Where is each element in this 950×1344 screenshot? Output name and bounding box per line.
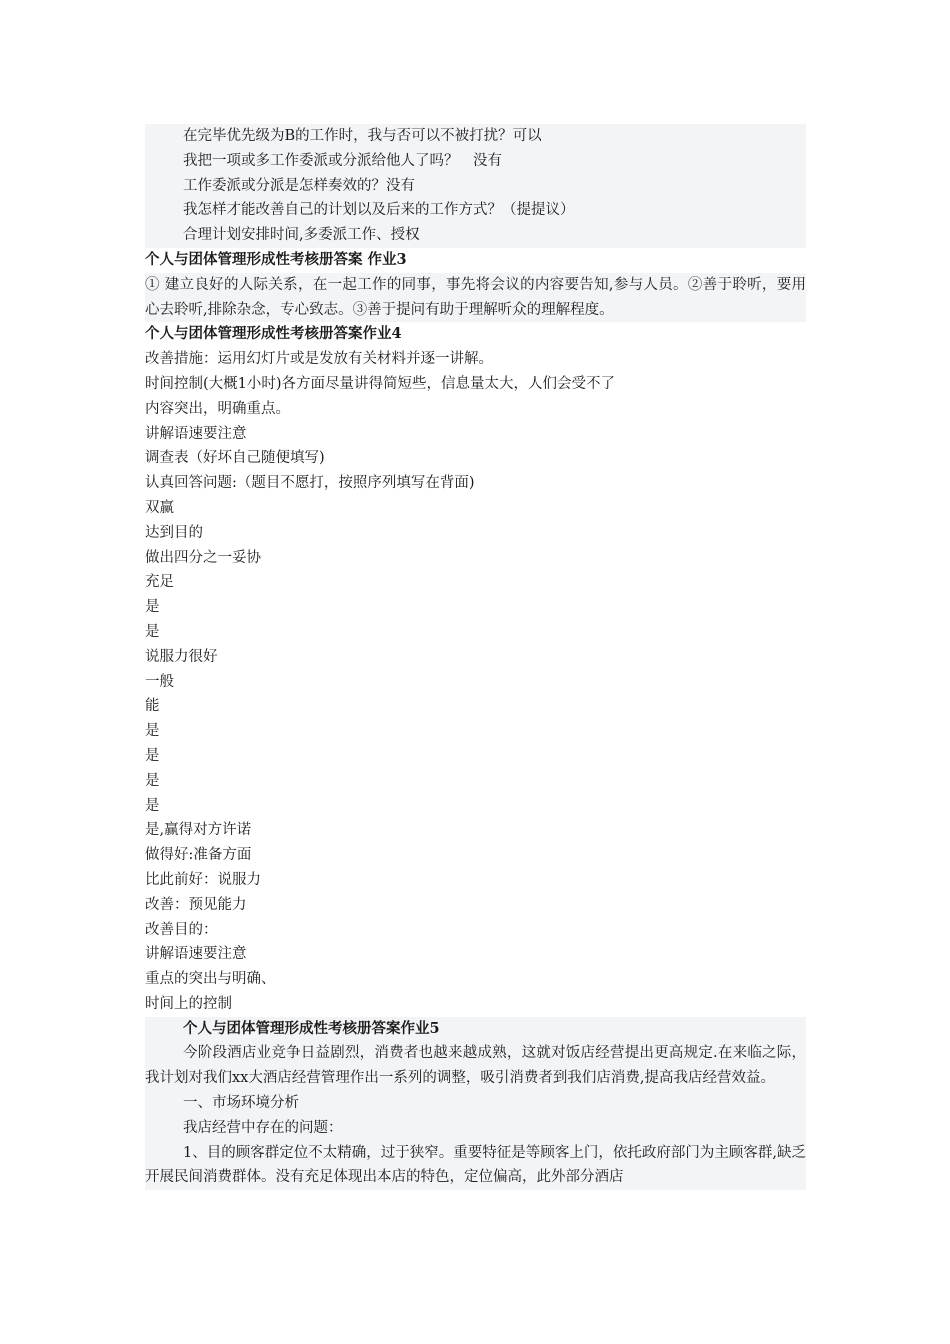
document-page xyxy=(145,124,806,1190)
text-line: 认真回答问题:（题目不愿打，按照序列填写在背面) xyxy=(145,475,475,492)
text-line: 双赢 xyxy=(145,499,174,516)
text-line: 改善：预见能力 xyxy=(145,896,247,913)
text-line: 是 xyxy=(145,797,160,814)
text-line: 一般 xyxy=(145,673,174,690)
text-line: 说服力很好 xyxy=(145,648,218,665)
text-line: 内容突出，明确重点。 xyxy=(145,400,290,417)
text-line: 在完毕优先级为B的工作时，我与否可以不被打扰？可以 xyxy=(183,128,542,144)
text-line: 讲解语速要注意 xyxy=(145,946,247,963)
text-line: 合理计划安排时间,多委派工作、授权 xyxy=(183,227,420,244)
text-line: 改善措施：运用幻灯片或是发放有关材料并逐一讲解。 xyxy=(145,351,493,368)
hw5-problems-title: 我店经营中存在的问题： xyxy=(183,1119,343,1136)
hw4-heading: 个人与团体管理形成性考核册答案作业4 xyxy=(145,325,402,343)
text-line: 充足 xyxy=(145,574,174,591)
text-line: 时间控制(大概1小时)各方面尽量讲得简短些，信息量太大，人们会受不了 xyxy=(145,375,616,392)
hw5-intro: 今阶段酒店业竞争日益剧烈，消费者也越来越成熟，这就对饭店经营提出更高规定.在来临之际，我计划对我们xx大酒店经营管理作出一系列的调整，吸引消费者到我们店消费,提高我店经营效益。 xyxy=(145,1045,806,1087)
section-hw4 xyxy=(145,322,806,1016)
section-hw5 xyxy=(145,1017,806,1191)
text-line: 是 xyxy=(145,772,160,789)
text-line: 是 xyxy=(145,747,160,764)
text-line: 重点的突出与明确、 xyxy=(145,971,276,988)
text-line: 是 xyxy=(145,623,160,640)
text-line: 我把一项或多工作委派或分派给他人了吗？ 没有 xyxy=(183,152,502,169)
text-line: 改善目的： xyxy=(145,921,218,938)
hw5-heading: 个人与团体管理形成性考核册答案作业5 xyxy=(183,1019,440,1037)
section-hw3 xyxy=(145,248,806,322)
hw5-problem1: 1、目的顾客群定位不太精确，过于狭窄。重要特征是等顾客上门，依托政府部门为主顾客群,缺乏开展民间消费群体。没有充足体现出本店的特色，定位偏高，此外部分酒店 xyxy=(145,1144,806,1186)
text-line: 工作委派或分派是怎样奏效的？没有 xyxy=(183,177,415,194)
text-line: 调查表（好坏自己随便填写) xyxy=(145,450,325,467)
hw5-section1: 一、市场环境分析 xyxy=(183,1095,299,1112)
hw3-heading: 个人与团体管理形成性考核册答案 作业3 xyxy=(145,250,407,268)
text-line: 做出四分之一妥协 xyxy=(145,549,261,566)
section-top xyxy=(145,124,806,248)
text-line: 能 xyxy=(145,698,160,715)
text-line: 是,赢得对方许诺 xyxy=(145,822,252,839)
text-line: 做得好:准备方面 xyxy=(145,847,252,864)
hw3-paragraph: ① 建立良好的人际关系，在一起工作的同事，事先将会议的内容要告知,参与人员。②善于聆听，要用心去聆听,排除杂念，专心致志。③善于提问有助于理解听众的理解程度。 xyxy=(145,273,806,323)
text-line: 讲解语速要注意 xyxy=(145,425,247,442)
text-line: 比此前好：说服力 xyxy=(145,871,261,888)
text-line: 时间上的控制 xyxy=(145,995,232,1012)
text-line: 是 xyxy=(145,723,160,740)
text-line: 我怎样才能改善自己的计划以及后来的工作方式？（提提议） xyxy=(183,202,575,219)
text-line: 是 xyxy=(145,599,160,616)
text-line: 达到目的 xyxy=(145,524,203,541)
